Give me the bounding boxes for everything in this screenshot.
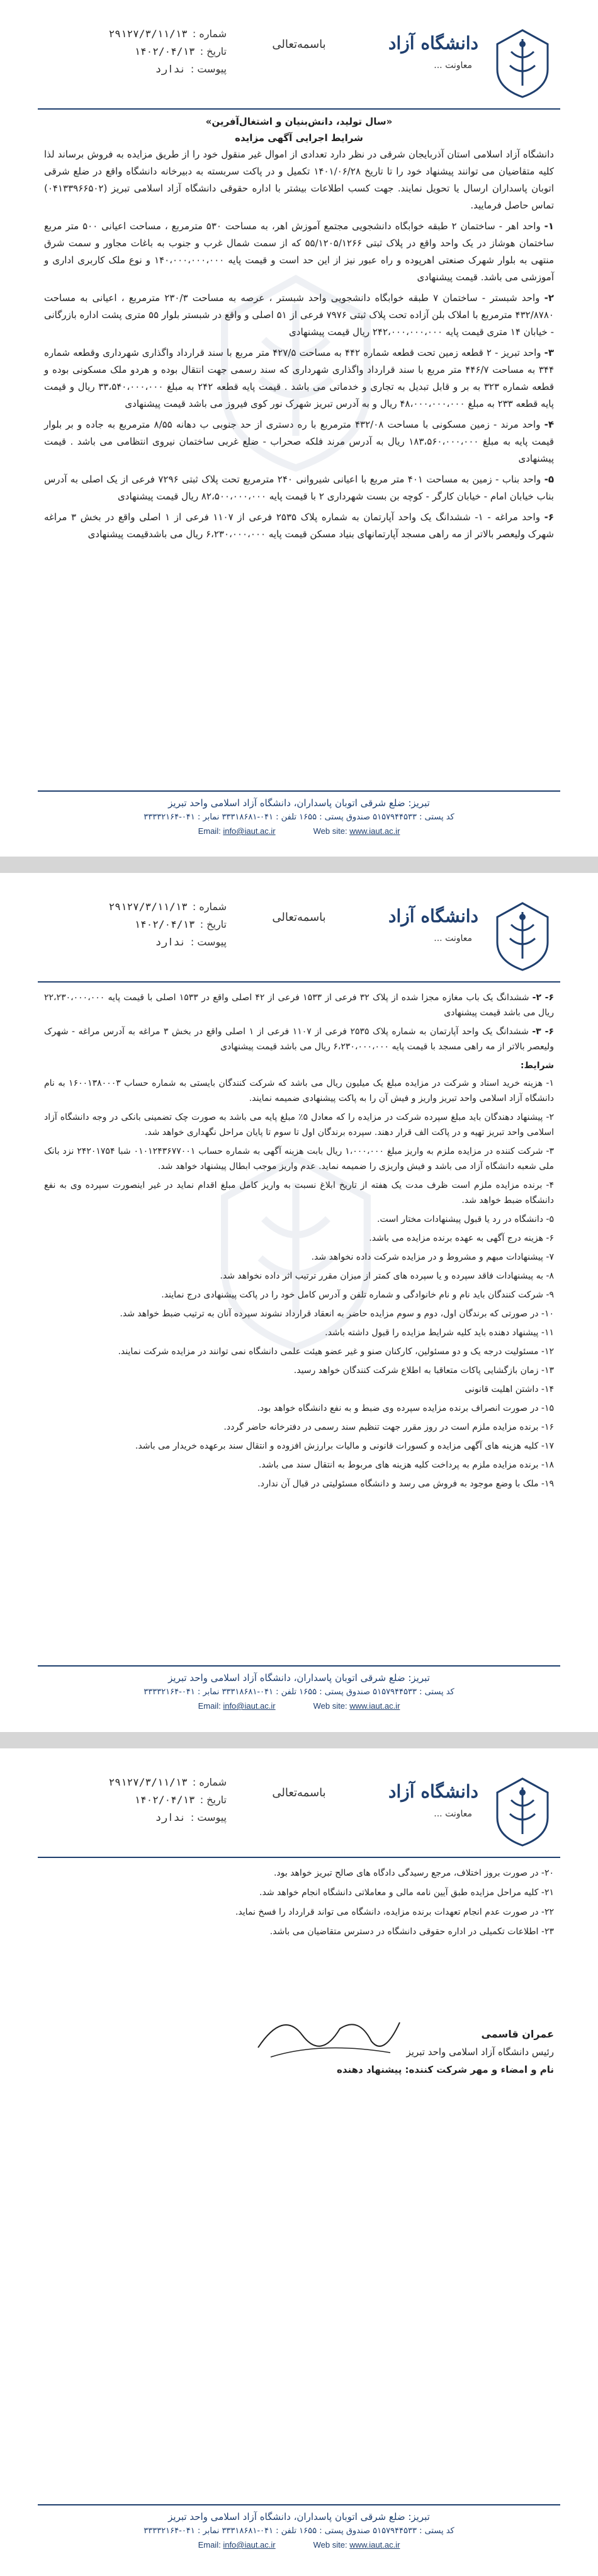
- date-label: تاریخ :: [200, 918, 227, 930]
- footer-web: [38, 824, 560, 838]
- page-footer: [38, 2504, 560, 2552]
- date-value: ۱۴۰۲/۰۴/۱۳: [134, 45, 195, 57]
- auction-title: شرایط اجرایی آگهی مزایده: [235, 132, 363, 144]
- bismillah: [217, 38, 381, 51]
- item-number: ۵-: [544, 474, 554, 485]
- header-rule: [38, 1857, 560, 1858]
- university-name: دانشگاه آزاد: [388, 33, 478, 54]
- item-number: ۱-: [544, 220, 554, 232]
- university-logo: [485, 1774, 560, 1849]
- signer-title: رئیس دانشگاه آزاد اسلامی واحد تبریز: [406, 2046, 554, 2058]
- attachment-value: ندارد: [155, 63, 186, 75]
- footer-phones: کد پستی : ۵۱۵۷۹۴۴۵۳۳ صندوق پستی : ۱۶۵۵ تلفن : ۰۴۱-۳۳۳۱۸۶۸۱ نمابر : ۰۴۱-۳۳۳۳۲۱۶۴: [144, 812, 454, 822]
- condition-item: ۸- به پیشنهادات فاقد سپرده و یا سپرده های کمتر از میزان مقرر ترتیب اثر داده نخواهد شد.: [220, 1271, 554, 1281]
- list-item: [44, 416, 554, 467]
- list-item: [44, 345, 554, 413]
- footer-web: [38, 2538, 560, 2552]
- number-label: شماره :: [192, 1776, 227, 1788]
- condition-item: ۱۱- پیشنهاد دهنده باید کلیه شرایط مزایده را قبول داشته باشد.: [325, 1328, 554, 1338]
- condition-item: ۱- هزینه خرید اسناد و شرکت در مزایده مبلغ یک میلیون ریال می باشد که شرکت کنندگان بایستی به شماره حساب ۱۶۰۰۱۳۸۰۰۰۳ به نام دانشگاه آزاد اسلامی واحد تبریز واریز و فیش آن را به پاکت پیشنهادی ضمیمه نمایند.: [44, 1078, 554, 1103]
- date-label: تاریخ :: [200, 1794, 227, 1806]
- university-logo: [485, 898, 560, 974]
- list-item: [44, 290, 554, 341]
- list-item: [44, 218, 554, 286]
- letterhead-brand: [296, 1774, 560, 1849]
- footer-email: [198, 1699, 276, 1713]
- footer-website: [313, 824, 400, 838]
- department-name: معاونت ...: [434, 933, 472, 943]
- page-3: [0, 1748, 598, 2576]
- condition-item: ۶- هزینه درج آگهی به عهده برنده مزایده می باشد.: [369, 1233, 554, 1243]
- auction-body: [44, 113, 554, 547]
- website-link[interactable]: www.iaut.ac.ir: [349, 2540, 400, 2550]
- page-footer: [38, 790, 560, 838]
- email-label: Email:: [198, 1701, 221, 1711]
- footer-web: [38, 1699, 560, 1713]
- page-separator: [0, 1732, 598, 1748]
- university-name: دانشگاه آزاد: [388, 906, 478, 926]
- item-number: ۳-: [544, 347, 555, 358]
- item-text: واحد مراغه - ۱- ششدانگ یک واحد آپارتمان به شماره پلاک ۲۵۳۵ فرعی از ۱۱۰۷ فرعی از ۱ اصلی واقع در بخش ۳ مراغه شهرک ولیعصر بالاتر از مه راهی مسجد آپارتمانهای بنیاد مسکن قیمت پایه ۶،۲۳۰،۰۰۰،۰۰۰ ریال می باشدقیمت پیشنهادی: [44, 511, 554, 540]
- bidder-signature-label: نام و امضاء و مهر شرکت کننده: پیشنهاد دهنده: [337, 2064, 554, 2075]
- signer-name: عمران قاسمی: [481, 2028, 554, 2040]
- condition-item: ۵- دانشگاه در رد یا قبول پیشنهادات مختار است.: [377, 1214, 554, 1224]
- email-label: Email:: [198, 826, 221, 836]
- attachment-label: پیوست :: [190, 1811, 227, 1823]
- condition-item: ۱۷- کلیه هزینه های آگهی مزایده و کسورات قانونی و مالیات برارزش افزوده و انتقال سند برعهده خریدار می باشد.: [135, 1441, 554, 1451]
- footer-address: تبریز: ضلع شرقی اتوبان پاسداران، دانشگاه آزاد اسلامی واحد تبریز: [168, 797, 430, 809]
- intro-paragraph: دانشگاه آزاد اسلامی استان آذربایجان شرقی در نظر دارد تعدادی از اموال غیر منقول خود را از طریق مزایده به فروش برساند لذا کلیه متقاضیان می توانند پیشنهاد خود را تا تاریخ ۱۴۰۱/۰۶/۲۸ تکمیل و در پاکت سربسته به دبیرخانه دانشگاه واقع در ضلع شرقی اتوبان پاسداران ارسال یا تحویل نمایند. جهت کسب اطلاعات بیشتر با اداره حقوقی دانشگاه آزاد اسلامی تبریز (۰۴۱۳۳۹۶۶۵۰۲) تماس حاصل فرمایید.: [44, 149, 554, 211]
- attachment-value: ندارد: [155, 1811, 186, 1823]
- footer-phones: کد پستی : ۵۱۵۷۹۴۴۵۳۳ صندوق پستی : ۱۶۵۵ تلفن : ۰۴۱-۳۳۳۱۸۶۸۱ نمابر : ۰۴۱-۳۳۳۳۲۱۶۴: [144, 1687, 454, 1697]
- item-number: ۶-: [544, 511, 554, 523]
- website-link[interactable]: www.iaut.ac.ir: [349, 826, 400, 836]
- attachment-value: ندارد: [155, 936, 186, 948]
- item-text: ششدانگ یک باب مغازه مجزا شده از پلاک ۳۲ فرعی از ۱۵۳۳ فرعی از ۴۲ اصلی واقع در ۱۵۳۳ اصلی با قیمت پایه ۲۲،۲۳۰،۰۰۰،۰۰۰ ریال می باشد قیمت پیشنهادی: [44, 993, 554, 1018]
- website-link[interactable]: www.iaut.ac.ir: [349, 1701, 400, 1711]
- condition-item: ۱۹- ملک با وضع موجود به فروش می رسد و دانشگاه مسئولیتی در قبال آن ندارد.: [257, 1479, 554, 1489]
- attachment-label: پیوست :: [190, 936, 227, 948]
- item-number: ۶- ۳-: [532, 1027, 554, 1037]
- item-number: ۴-: [544, 419, 554, 430]
- number-value: ۲۹۱۲۷/۳/۱۱/۱۳: [108, 901, 188, 913]
- condition-item: ۲۳- اطلاعات تکمیلی در اداره حقوقی دانشگاه در دسترس متقاضیان می باشد.: [269, 1927, 554, 1937]
- signature-block: [44, 2026, 554, 2078]
- condition-item: ۱۰- در صورتی که برندگان اول، دوم و سوم مزایده حاضر به انعقاد قرارداد نشوند سپرده آنان به ترتیب ضبط خواهد شد.: [120, 1309, 554, 1319]
- letter-meta: [38, 25, 227, 78]
- footer-address: تبریز: ضلع شرقی اتوبان پاسداران، دانشگاه آزاد اسلامی واحد تبریز: [168, 1672, 430, 1684]
- item-text: ششدانگ یک واحد آپارتمان به شماره پلاک ۲۵۳۵ فرعی از ۱۱۰۷ فرعی از ۱ اصلی واقع در بخش ۳ مراغه به آدرس مراغه - شهرک ولیعصر بالاتر از مه راهی مسجد با قیمت پایه ۶،۲۳۰،۰۰۰،۰۰۰ ریال می باشد قیمت پیشنهادی: [44, 1027, 554, 1052]
- attachment-label: پیوست :: [190, 63, 227, 75]
- item-text: واحد مرند - زمین مسکونی با مساحت ۴۳۲/۰۸ مترمربع با ره دستری از حد جنوبی ب دهانه ۸/۵۵ مترمربع به جاده و بر بلوار قیمت پایه به مبلغ ۱۸۳،۵۶۰،۰۰۰،۰۰۰ ریال به آدرس مرند فلکه صحراب - ضلع غربی ساختمان نیروی انتظامی می باشد . قیمت پیشنهادی: [44, 419, 555, 464]
- number-value: ۲۹۱۲۷/۳/۱۱/۱۳: [108, 1776, 188, 1788]
- web-label: Web site:: [313, 1701, 347, 1711]
- letterhead-brand: [296, 25, 560, 101]
- bismillah: [217, 1786, 381, 1799]
- letterhead-brand: [296, 898, 560, 974]
- date-label: تاریخ :: [200, 45, 227, 57]
- header-rule: [38, 108, 560, 110]
- item-text: واحد شبستر - ساختمان ۷ طبقه خوابگاه دانشجویی واحد شبستر ، عرصه به مساحت ۲۳۰/۳ مترمربع ، اعیانی به مساحت ۴۳۲/۸۷۸۰ مترمربع با املاک بلن آزاده تحت پلاک ثبتی ۷۹۷۶ فرعی از ۵۱ اصلی و واقع در شبستر بلوار ۵۵ متری پشت اداره بازرگانی - خیابان ۱۴ متری قیمت پایه ۲۴۲،۰۰۰،۰۰۰،۰۰۰ ریال قیمت پیشنهادی: [44, 292, 554, 338]
- header-rule: [38, 981, 560, 983]
- condition-item: ۲۲- در صورت عدم انجام تعهدات برنده مزایده، دانشگاه می تواند قرارداد را فسخ نماید.: [235, 1907, 554, 1917]
- footer-website: [313, 1699, 400, 1713]
- footer-email: [198, 824, 276, 838]
- date-value: ۱۴۰۲/۰۴/۱۳: [134, 918, 195, 930]
- condition-item: ۲۰- در صورت بروز اختلاف، مرجع رسیدگی دادگاه های صالح تبریز خواهد بود.: [273, 1868, 554, 1878]
- item-text: واحد تبریز - ۲ قطعه زمین تحت قطعه شماره ۴۴۲ به مساحت ۴۲۷/۵ متر مربع با سند قرارداد واگذاری شهرداری وقطعه شماره ۳۴۴ به مساحت ۴۴۶/۷ متر مربع با سند قرارداد واگذاری شهرداری که سند رسمی جهت انتقال بوده و هردو ملک مسکونی بوده و قطعه شماره ۳۲۳ به بر و قابل تبدیل به تجاری و خدماتی می باشد . قیمت پایه قطعه ۲۴۲ به مبلغ ۳۳،۵۴۰،۰۰۰،۰۰۰ ریال و قیمت پایه قطعه ۲۳۳ به مبلغ ۴۸،۰۰۰،۰۰۰،۰۰۰ ریال و به آدرس تبریز شهرک نور کوی فیروز می باشد قیمت پیشنهادی: [44, 347, 555, 409]
- page-separator: [0, 857, 598, 873]
- condition-item: ۴- برنده مزایده ملزم است ظرف مدت یک هفته از تاریخ ابلاغ نسبت به واریز کامل مبلغ اقدام نماید در غیر اینصورت سپرده وی به نفع دانشگاه ضبط خواهد شد.: [44, 1180, 554, 1205]
- footer-phones: کد پستی : ۵۱۵۷۹۴۴۵۳۳ صندوق پستی : ۱۶۵۵ تلفن : ۰۴۱-۳۳۳۱۸۶۸۱ نمابر : ۰۴۱-۳۳۳۳۲۱۶۴: [144, 2526, 454, 2536]
- page-1: [0, 0, 598, 857]
- letter-meta: [38, 898, 227, 951]
- condition-item: ۱۴- داشتن اهلیت قانونی: [465, 1384, 554, 1394]
- university-logo: [485, 25, 560, 101]
- list-item: [44, 1024, 554, 1054]
- department-name: معاونت ...: [434, 1809, 472, 1819]
- bism-text: باسمه‌تعالی: [272, 38, 326, 51]
- condition-item: ۱۶- برنده مزایده ملزم است در روز مقرر جهت تنظیم سند رسمی در دفترخانه حاضر گردد.: [223, 1422, 554, 1432]
- department-name: معاونت ...: [434, 60, 472, 71]
- item-text: واحد اهر - ساختمان ۲ طبقه خوابگاه دانشجویی مجتمع آموزش اهر، به مساحت ۵۳۰ مترمربع ، مساحت اعیانی ۵۰۰ متر مربع ساختمان هوشاز در یک واحد واقع در پلاک ثبتی ۵۵/۱۲۰۵/۱۲۶۶ که از سمت شمال غرب و جنوب به باغات مجاور و سمت شرق منتهی به بلوار شهرک صنعتی اهرپوده و راه عبور نیز از این حد است و قیمت پایه ۱۴۰،۰۰۰،۰۰۰،۰۰۰ و نوع ملک کاربری اداری و آموزشی می باشد. قیمت پیشنهادی: [44, 220, 555, 283]
- conditions-title: شرایط:: [520, 1061, 554, 1071]
- page-footer: [38, 1665, 560, 1713]
- number-label: شماره :: [192, 28, 227, 40]
- footer-address: تبریز: ضلع شرقی اتوبان پاسداران، دانشگاه آزاد اسلامی واحد تبریز: [168, 2511, 430, 2522]
- web-label: Web site:: [313, 826, 347, 836]
- email-link[interactable]: info@iaut.ac.ir: [223, 1701, 276, 1711]
- footer-website: [313, 2538, 400, 2552]
- condition-item: ۲- پیشنهاد دهندگان باید مبلغ سپرده شرکت در مزایده را که معادل ۵٪ مبلغ پایه می باشد به صورت چک تضمینی بانکی در وجه دانشگاه آزاد اسلامی واحد تبریز تهیه و در پاکت الف قرار دهند. سپرده برندگان اول تا سوم تا پایان مراحل نگهداری خواهد شد.: [44, 1112, 554, 1137]
- list-item: [44, 509, 554, 543]
- footer-email: [198, 2538, 276, 2552]
- conditions-body: [44, 1866, 554, 1944]
- condition-item: ۱۵- در صورت انصراف برنده مزایده سپرده وی ضبط و به نفع دانشگاه خواهد بود.: [257, 1403, 554, 1413]
- item-number: ۲-: [544, 292, 554, 304]
- bismillah: [217, 911, 381, 924]
- condition-item: ۱۳- زمان بازگشایی پاکات متعاقبا به اطلاع شرکت کنندگان خواهد رسید.: [293, 1365, 554, 1376]
- conditions-body: [44, 990, 554, 1495]
- list-item: [44, 990, 554, 1020]
- item-number: ۶- ۲-: [532, 993, 554, 1003]
- condition-item: ۱۸- برنده مزایده ملزم به پرداخت کلیه هزینه های مربوط به انتقال سند می باشد.: [258, 1460, 554, 1470]
- condition-item: ۱۲- مسئولیت درجه یک و دو مسئولین، کارکنان صنو و غیر عضو هیئت علمی دانشگاه نمی توانند در مزایده شرکت نمایند.: [118, 1347, 554, 1357]
- letter-meta: [38, 1774, 227, 1827]
- email-label: Email:: [198, 2540, 221, 2550]
- item-text: واحد بناب - زمین به مساحت ۴۰۱ متر مربع با اعیانی شیروانی ۲۴۰ مترمربع تحت پلاک ثبتی ۷۲۹۶ فرعی از یک اصلی به آدرس بناب خیابان امام - خیابان کارگر - کوچه بن بست شهرداری ۲ با قیمت پایه ۸۲،۵۰۰،۰۰۰،۰۰۰ ریال قیمت پیشنهادی: [44, 474, 554, 502]
- web-label: Web site:: [313, 2540, 347, 2550]
- page-2: [0, 873, 598, 1732]
- condition-item: ۳- شرکت کننده در مزایده ملزم به واریز مبلغ ۱،۰۰۰،۰۰۰ ریال بابت هزینه آگهی به شماره حساب ۰۱۰۱۲۴۳۶۷۷۰۰۱ شبا ۲۴۲۰۱۷۵۴ نزد بانک ملی شعبه دانشگاه آزاد می باشد و فیش واریزی را ضمیمه نماید. عدم واریز موجب ابطال پیشنهاد خواهد شد.: [44, 1146, 554, 1171]
- condition-item: ۷- پیشنهادات مبهم و مشروط و در مزایده شرکت داده نخواهد شد.: [311, 1252, 554, 1262]
- slogan: «سال تولید، دانش‌بنیان و اشتغال‌آفرین»: [205, 116, 393, 127]
- number-label: شماره :: [192, 901, 227, 913]
- bism-text: باسمه‌تعالی: [272, 911, 326, 924]
- email-link[interactable]: info@iaut.ac.ir: [223, 826, 276, 836]
- condition-item: ۹- شرکت کنندگان باید نام و نام خانوادگی و شماره تلفن و آدرس کامل خود را در پاکت پیشنهادی درج نمایند.: [161, 1290, 554, 1300]
- university-name: دانشگاه آزاد: [388, 1781, 478, 1802]
- condition-item: ۲۱- کلیه مراحل مزایده طبق آیین نامه مالی و معاملاتی دانشگاه انجام خواهد شد.: [259, 1888, 554, 1898]
- date-value: ۱۴۰۲/۰۴/۱۳: [134, 1794, 195, 1806]
- email-link[interactable]: info@iaut.ac.ir: [223, 2540, 276, 2550]
- bism-text: باسمه‌تعالی: [272, 1786, 326, 1799]
- number-value: ۲۹۱۲۷/۳/۱۱/۱۳: [108, 28, 188, 40]
- list-item: [44, 471, 554, 505]
